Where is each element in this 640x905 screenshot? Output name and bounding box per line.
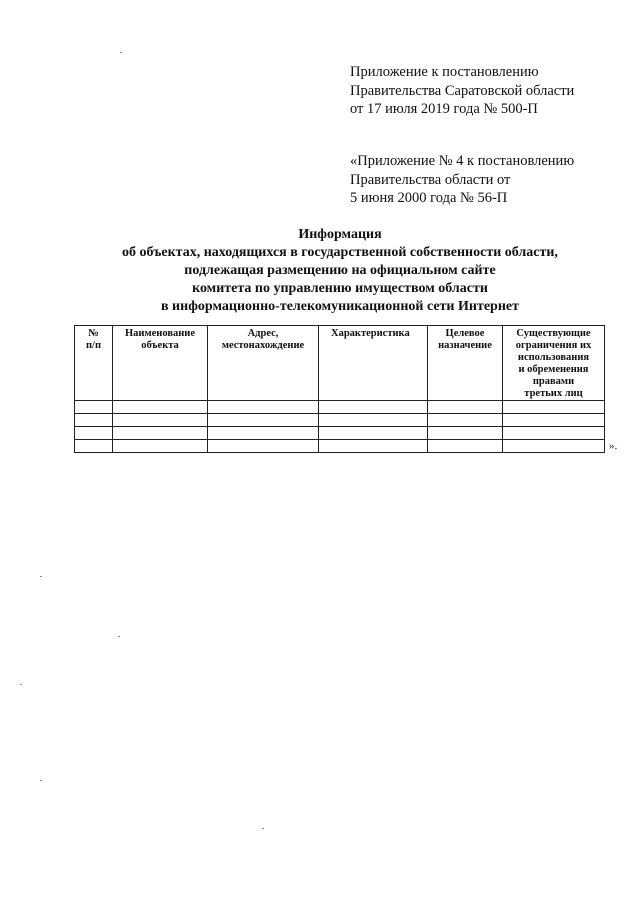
table-cell: [319, 414, 428, 427]
table-row: [75, 401, 605, 414]
header-text: использования: [517, 352, 590, 363]
column-header-address: [208, 326, 319, 401]
table-cell: [503, 414, 605, 427]
scan-speck: [40, 780, 42, 781]
title-line-3: подлежащая размещению на официальном сайте: [184, 263, 496, 278]
table-cell: [113, 440, 208, 453]
resolution-line-1: Приложение к постановлению: [350, 64, 539, 80]
table-cell: [503, 440, 605, 453]
table-cell: [428, 440, 503, 453]
appendix-line-1: «Приложение № 4 к постановлению: [350, 153, 575, 169]
appendix-line-2: Правительства области от: [350, 171, 511, 188]
table-cell: [208, 401, 319, 414]
table-cell: [113, 414, 208, 427]
title-line-1: Информация: [298, 227, 382, 242]
table-cell: [503, 401, 605, 414]
document-title: [0, 226, 640, 316]
objects-table: [74, 325, 605, 453]
header-text: третьих лиц: [524, 388, 583, 399]
column-header-characteristic: [319, 326, 428, 401]
column-header-purpose: [428, 326, 503, 401]
header-text: Существующие: [516, 328, 591, 339]
table-cell: [113, 427, 208, 440]
resolution-line-2: Правительства Саратовской области: [350, 82, 575, 99]
header-text: Адрес,: [247, 328, 279, 339]
header-text: Характеристика: [331, 328, 410, 339]
table-cell: [208, 427, 319, 440]
table-cell: [319, 440, 428, 453]
column-header-number: [75, 326, 113, 401]
table-row: [75, 414, 605, 427]
header-text: №: [88, 328, 99, 339]
title-line-5: в информационно-телекомуникационной сети Интернет: [161, 299, 519, 314]
table-header-row: [75, 326, 605, 401]
header-text: п/п: [85, 340, 102, 351]
scan-speck: [118, 636, 120, 637]
column-header-restrictions: [503, 326, 605, 401]
table-cell: [208, 414, 319, 427]
title-line-4: комитета по управлению имуществом области: [192, 281, 488, 296]
table-row: [75, 440, 605, 453]
table-cell: [75, 440, 113, 453]
closing-quote: ».: [609, 440, 618, 452]
header-text: местонахождение: [221, 340, 305, 351]
table-cell: [428, 414, 503, 427]
header-text: назначение: [438, 340, 492, 351]
table-cell: [428, 401, 503, 414]
table-cell: [503, 427, 605, 440]
scan-speck: [40, 576, 42, 577]
appendix-reference: [350, 152, 574, 208]
table-cell: [113, 401, 208, 414]
appendix-line-3: 5 июня 2000 года № 56-П: [350, 190, 508, 206]
scan-speck: [120, 52, 122, 53]
table-cell: [75, 427, 113, 440]
table-cell: [75, 414, 113, 427]
header-text: и обременения: [518, 364, 589, 375]
scan-speck: [262, 828, 264, 829]
table-cell: [428, 427, 503, 440]
header-text: Целевое: [445, 328, 485, 339]
header-text: объекта: [141, 340, 179, 351]
table-cell: [75, 401, 113, 414]
scan-speck: [20, 684, 22, 685]
table-body: [75, 401, 605, 453]
header-text: правами: [532, 376, 575, 387]
header-text: ограничения их: [515, 340, 592, 351]
resolution-line-3: от 17 июля 2019 года № 500-П: [350, 101, 538, 117]
table-cell: [319, 427, 428, 440]
table-cell: [319, 401, 428, 414]
resolution-reference: [350, 63, 574, 119]
table-row: [75, 427, 605, 440]
title-line-2: об объектах, находящихся в государственной собственности области,: [122, 245, 558, 260]
table-cell: [208, 440, 319, 453]
header-text: Наименование: [125, 328, 195, 339]
column-header-name: [113, 326, 208, 401]
